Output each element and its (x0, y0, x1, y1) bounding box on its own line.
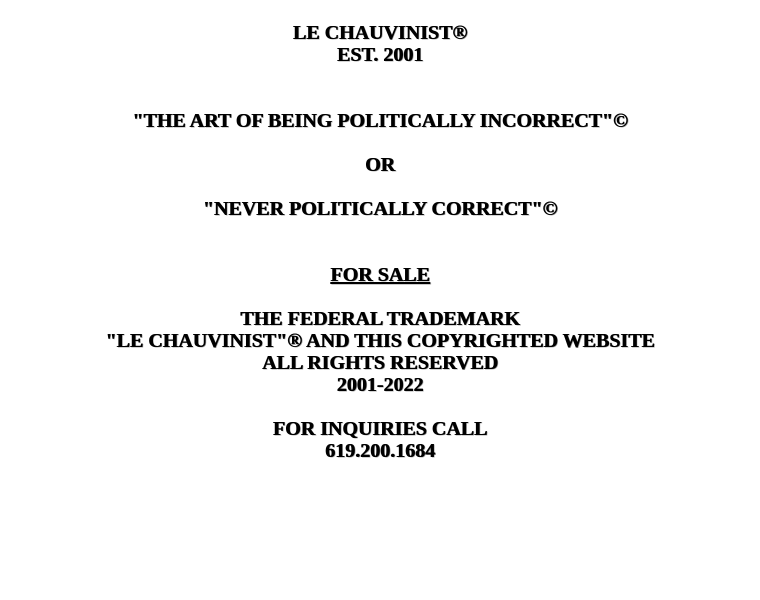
contact-label: FOR INQUIRIES CALL (272, 418, 488, 440)
for-sale-heading-text: FOR SALE (330, 264, 430, 286)
sale-line-website: "LE CHAUVINIST"® AND THIS COPYRIGHTED WEBSITE (105, 330, 655, 352)
for-sale-heading (0, 264, 760, 286)
sale-years: 2001-2022 (336, 374, 424, 396)
sale-line-rights: ALL RIGHTS RESERVED (261, 352, 499, 374)
sale-line-trademark: THE FEDERAL TRADEMARK (240, 308, 520, 330)
contact-phone: 619.200.1684 (325, 440, 435, 462)
slogan-secondary: "NEVER POLITICALLY CORRECT"© (202, 198, 558, 220)
brand-name: LE CHAUVINIST® (292, 22, 468, 44)
established-year: EST. 2001 (336, 44, 424, 66)
slogan-primary: "THE ART OF BEING POLITICALLY INCORRECT"© (132, 110, 628, 132)
slogan-separator: OR (365, 154, 395, 176)
